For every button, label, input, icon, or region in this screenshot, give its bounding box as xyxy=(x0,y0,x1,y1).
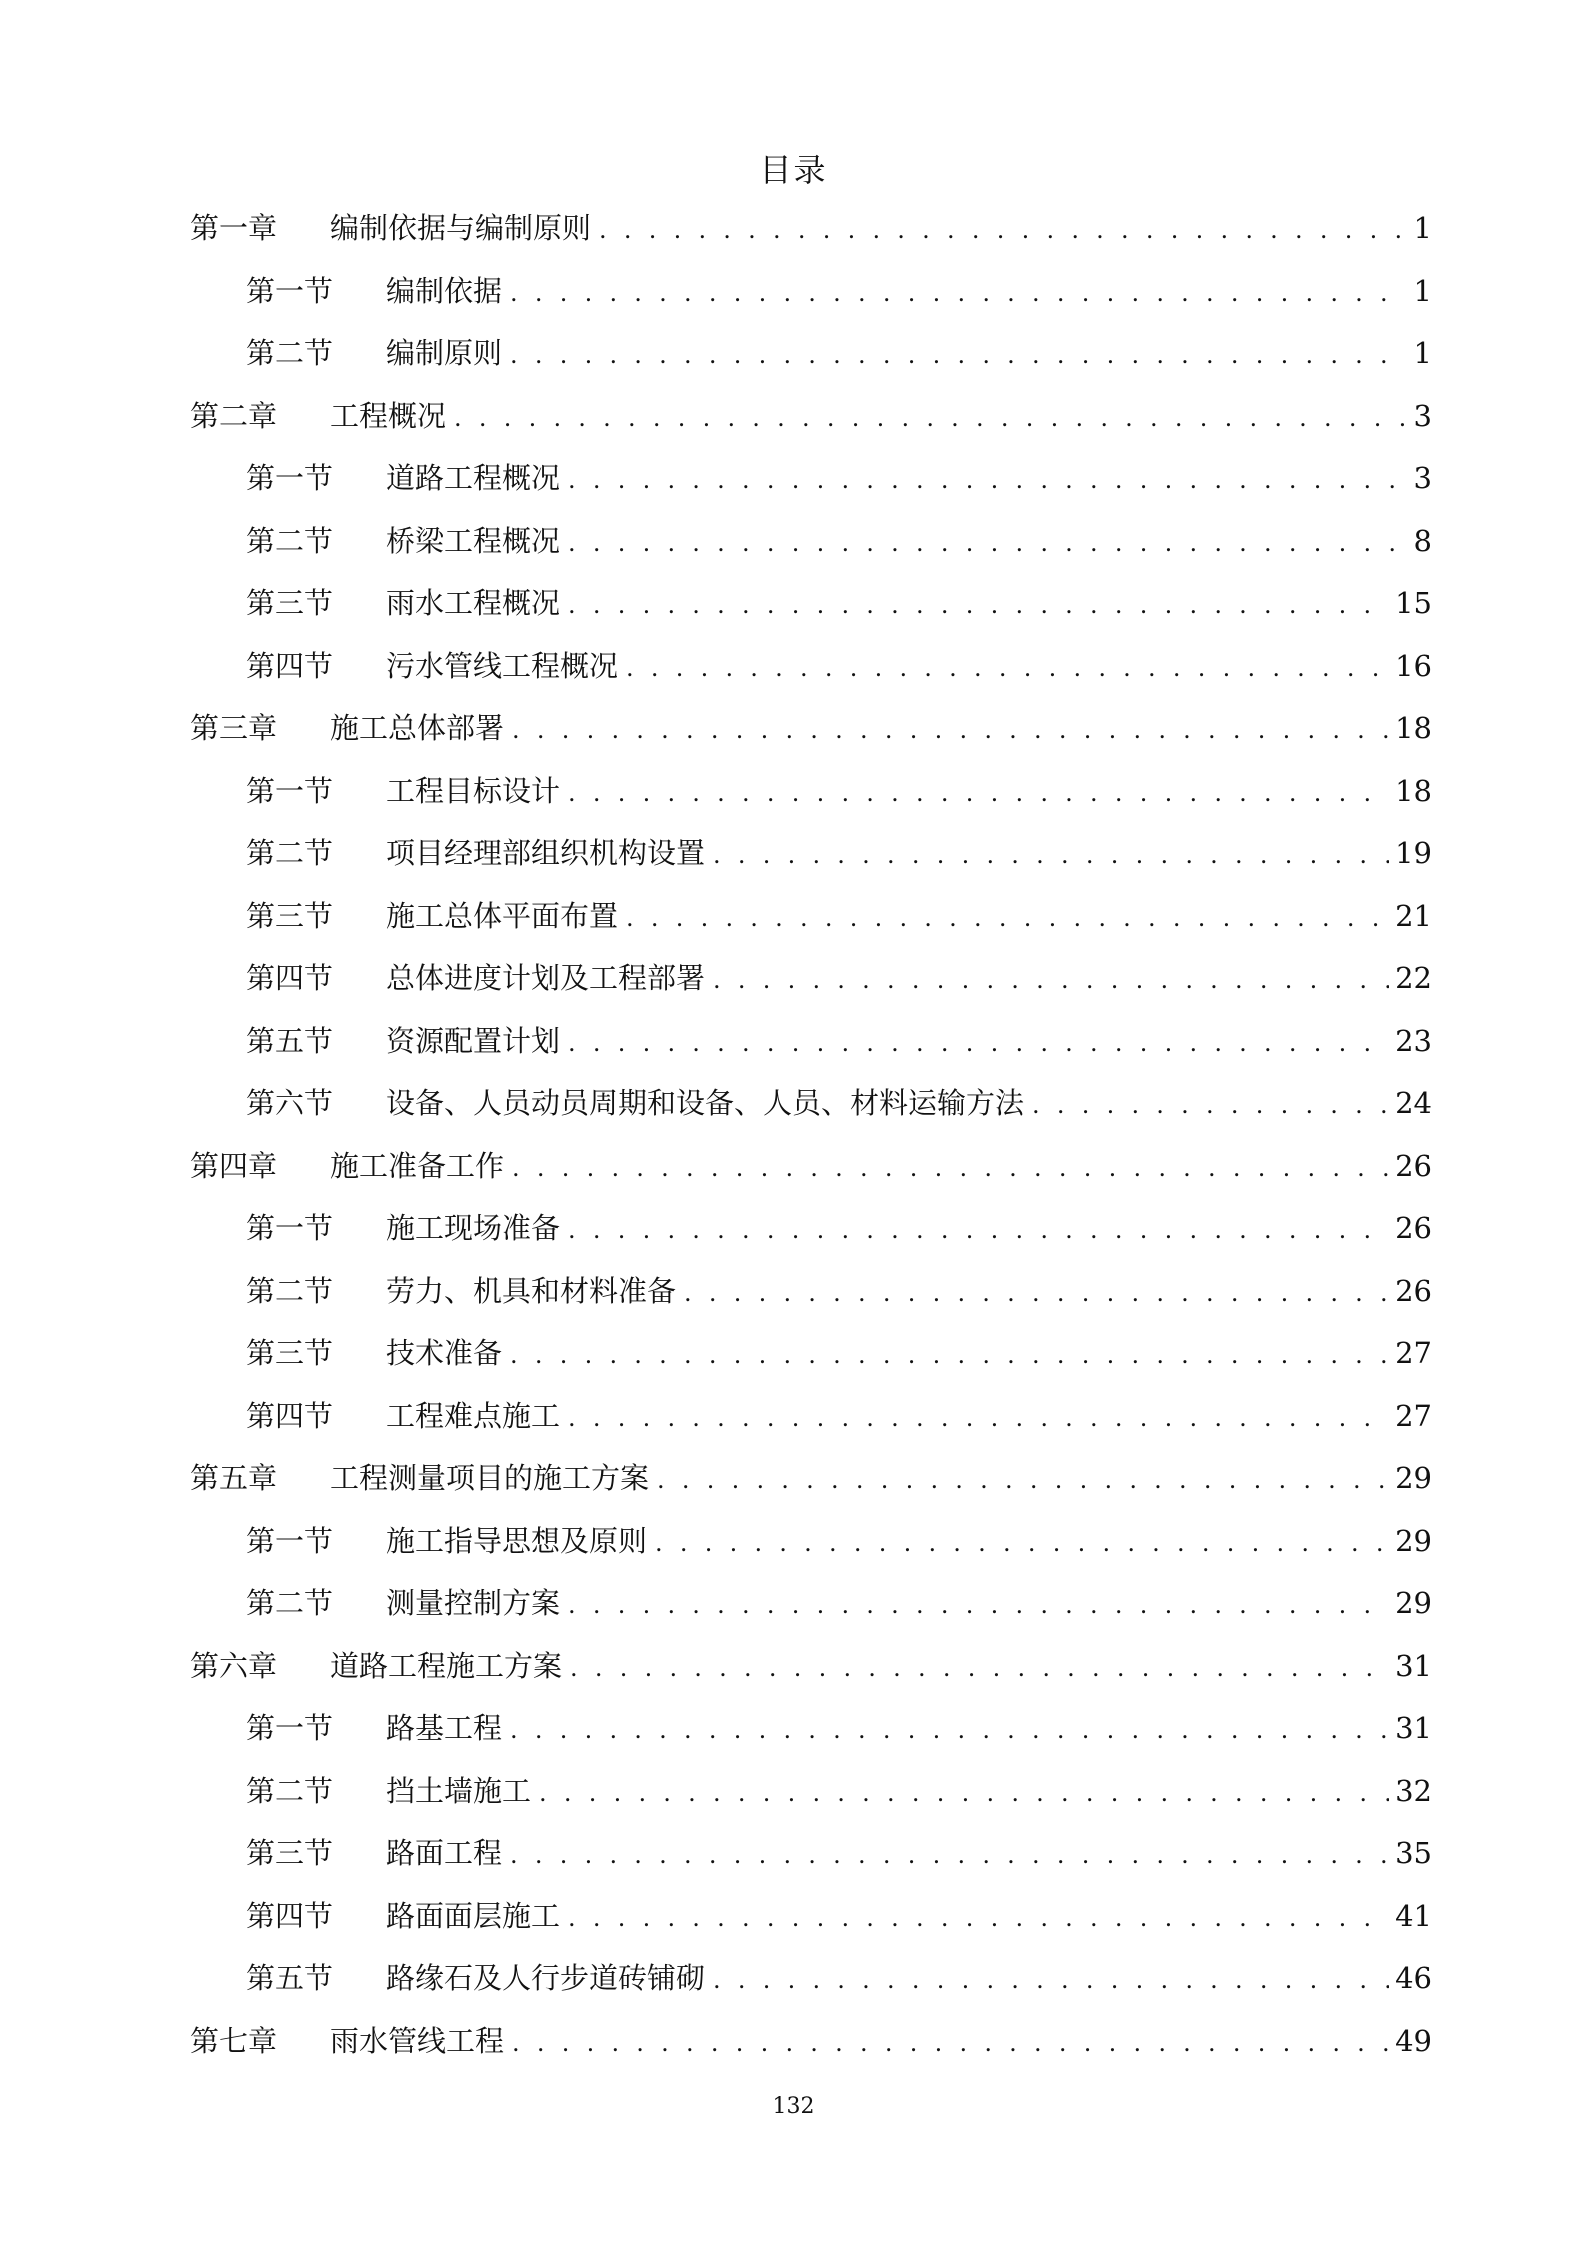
toc-dot-leader xyxy=(713,958,1389,1002)
toc-entry-page: 19 xyxy=(1395,836,1432,870)
toc-entry-title: 道路工程施工方案 xyxy=(330,1648,563,1683)
toc-entry-page: 29 xyxy=(1395,1461,1432,1495)
toc-entry-page: 26 xyxy=(1395,1273,1432,1308)
toc-entry-page: 29 xyxy=(1395,1586,1432,1620)
toc-entry-page: 27 xyxy=(1395,1398,1432,1433)
toc-entry-section[interactable] xyxy=(190,1956,1432,2019)
toc-dot-leader xyxy=(568,583,1389,627)
toc-entry-title: 施工总体平面布置 xyxy=(386,898,619,933)
toc-entry-title: 路面工程 xyxy=(386,1836,503,1870)
toc-entry-title: 桥梁工程概况 xyxy=(386,523,561,558)
toc-entry-page: 31 xyxy=(1395,1648,1432,1683)
toc-entry-section[interactable] xyxy=(190,1581,1432,1644)
toc-entry-section[interactable] xyxy=(190,644,1432,707)
toc-dot-leader xyxy=(626,896,1389,940)
toc-entry-number: 第三节 xyxy=(246,1336,334,1370)
toc-dot-leader xyxy=(713,1958,1389,2002)
toc-entry-title: 测量控制方案 xyxy=(386,1586,561,1620)
toc-entry-title: 施工准备工作 xyxy=(330,1148,505,1183)
toc-entry-chapter[interactable] xyxy=(190,1144,1432,1207)
toc-entry-number: 第一节 xyxy=(246,1211,334,1245)
toc-entry-page: 27 xyxy=(1395,1336,1432,1370)
toc-entry-number: 第一节 xyxy=(246,1523,334,1558)
toc-entry-page: 18 xyxy=(1395,711,1432,745)
toc-dot-leader xyxy=(599,208,1406,252)
table-of-contents xyxy=(190,206,1432,2081)
toc-entry-number: 第三节 xyxy=(246,1836,334,1870)
toc-entry-section[interactable] xyxy=(190,956,1432,1019)
toc-entry-number: 第五节 xyxy=(246,1023,334,1058)
toc-entry-chapter[interactable] xyxy=(190,1644,1432,1707)
toc-dot-leader xyxy=(510,1833,1389,1877)
toc-entry-number: 第一章 xyxy=(190,211,278,245)
toc-dot-leader xyxy=(568,1396,1389,1440)
toc-entry-number: 第二节 xyxy=(246,1773,334,1808)
toc-entry-page: 8 xyxy=(1413,523,1432,558)
toc-entry-chapter[interactable] xyxy=(190,206,1432,269)
toc-entry-page: 46 xyxy=(1395,1961,1432,1995)
toc-dot-leader xyxy=(568,521,1406,565)
toc-entry-chapter[interactable] xyxy=(190,1456,1432,1519)
toc-entry-number: 第七章 xyxy=(190,2023,278,2058)
toc-entry-page: 49 xyxy=(1395,2023,1432,2058)
toc-dot-leader xyxy=(568,1896,1389,1940)
toc-entry-number: 第一节 xyxy=(246,773,334,808)
toc-entry-section[interactable] xyxy=(190,1519,1432,1582)
toc-entry-page: 26 xyxy=(1395,1148,1432,1183)
toc-entry-chapter[interactable] xyxy=(190,2019,1432,2082)
toc-entry-title: 编制原则 xyxy=(386,336,503,370)
toc-entry-number: 第三节 xyxy=(246,586,334,620)
toc-entry-section[interactable] xyxy=(190,456,1432,519)
page-title: 目录 xyxy=(759,151,828,189)
toc-entry-page: 3 xyxy=(1413,398,1432,433)
toc-dot-leader xyxy=(512,708,1389,752)
toc-entry-section[interactable] xyxy=(190,1769,1432,1832)
toc-dot-leader xyxy=(568,458,1406,502)
toc-entry-section[interactable] xyxy=(190,1331,1432,1394)
toc-dot-leader xyxy=(568,1208,1389,1252)
toc-entry-number: 第五节 xyxy=(246,1961,334,1995)
toc-entry-title: 编制依据与编制原则 xyxy=(330,211,592,245)
toc-entry-title: 路面面层施工 xyxy=(386,1898,561,1933)
toc-dot-leader xyxy=(510,1333,1389,1377)
toc-dot-leader xyxy=(454,396,1406,440)
toc-entry-title: 挡土墙施工 xyxy=(386,1773,532,1808)
toc-entry-section[interactable] xyxy=(190,1269,1432,1332)
toc-dot-leader xyxy=(568,771,1389,815)
toc-entry-title: 资源配置计划 xyxy=(386,1023,561,1058)
toc-entry-section[interactable] xyxy=(190,1019,1432,1082)
toc-entry-section[interactable] xyxy=(190,1206,1432,1269)
toc-entry-title: 工程测量项目的施工方案 xyxy=(330,1461,650,1495)
toc-entry-number: 第三节 xyxy=(246,898,334,933)
toc-entry-page: 21 xyxy=(1395,898,1432,933)
toc-dot-leader xyxy=(512,1146,1389,1190)
toc-entry-section[interactable] xyxy=(190,331,1432,394)
toc-entry-page: 31 xyxy=(1395,1711,1432,1745)
toc-entry-title: 工程难点施工 xyxy=(386,1398,561,1433)
toc-entry-title: 道路工程概况 xyxy=(386,461,561,495)
toc-entry-section[interactable] xyxy=(190,1081,1432,1144)
toc-dot-leader xyxy=(626,646,1389,690)
toc-entry-page: 1 xyxy=(1413,211,1432,245)
toc-entry-number: 第一节 xyxy=(246,461,334,495)
toc-entry-title: 编制依据 xyxy=(386,273,503,308)
toc-entry-page: 16 xyxy=(1395,648,1432,683)
toc-entry-chapter[interactable] xyxy=(190,706,1432,769)
toc-dot-leader xyxy=(512,2021,1389,2065)
toc-entry-number: 第四节 xyxy=(246,961,334,995)
toc-entry-section[interactable] xyxy=(190,894,1432,957)
toc-entry-number: 第一节 xyxy=(246,273,334,308)
toc-entry-chapter[interactable] xyxy=(190,394,1432,457)
toc-entry-page: 35 xyxy=(1395,1836,1432,1870)
toc-entry-title: 项目经理部组织机构设置 xyxy=(386,836,706,870)
toc-entry-title: 雨水工程概况 xyxy=(386,586,561,620)
toc-dot-leader xyxy=(568,1583,1389,1627)
toc-entry-title: 污水管线工程概况 xyxy=(386,648,619,683)
toc-dot-leader xyxy=(655,1521,1389,1565)
toc-dot-leader xyxy=(510,333,1406,377)
toc-entry-number: 第四节 xyxy=(246,648,334,683)
toc-entry-number: 第二节 xyxy=(246,523,334,558)
toc-entry-page: 15 xyxy=(1395,586,1432,620)
toc-entry-title: 劳力、机具和材料准备 xyxy=(386,1273,677,1308)
toc-dot-leader xyxy=(570,1646,1389,1690)
toc-entry-page: 1 xyxy=(1413,273,1432,308)
toc-entry-number: 第二节 xyxy=(246,1273,334,1308)
toc-entry-section[interactable] xyxy=(190,1894,1432,1957)
toc-entry-title: 工程概况 xyxy=(330,398,447,433)
toc-entry-section[interactable] xyxy=(190,831,1432,894)
toc-entry-number: 第三章 xyxy=(190,711,278,745)
toc-entry-page: 41 xyxy=(1395,1898,1432,1933)
toc-entry-section[interactable] xyxy=(190,269,1432,332)
toc-entry-title: 工程目标设计 xyxy=(386,773,561,808)
toc-entry-page: 29 xyxy=(1395,1523,1432,1558)
toc-entry-number: 第二节 xyxy=(246,336,334,370)
toc-entry-number: 第一节 xyxy=(246,1711,334,1745)
toc-entry-title: 雨水管线工程 xyxy=(330,2023,505,2058)
toc-entry-number: 第六章 xyxy=(190,1648,278,1683)
toc-entry-page: 22 xyxy=(1395,961,1432,995)
toc-dot-leader xyxy=(684,1271,1389,1315)
page-number: 132 xyxy=(772,2094,815,2119)
toc-entry-section[interactable] xyxy=(190,1394,1432,1457)
toc-entry-page: 24 xyxy=(1395,1086,1432,1120)
toc-entry-section[interactable] xyxy=(190,519,1432,582)
toc-entry-title: 施工指导思想及原则 xyxy=(386,1523,648,1558)
toc-entry-section[interactable] xyxy=(190,1706,1432,1769)
toc-dot-leader xyxy=(713,833,1389,877)
toc-entry-number: 第二节 xyxy=(246,1586,334,1620)
toc-entry-page: 3 xyxy=(1413,461,1432,495)
toc-entry-title: 总体进度计划及工程部署 xyxy=(386,961,706,995)
toc-entry-number: 第四章 xyxy=(190,1148,278,1183)
toc-entry-number: 第六节 xyxy=(246,1086,334,1120)
toc-entry-page: 18 xyxy=(1395,773,1432,808)
toc-dot-leader xyxy=(568,1021,1389,1065)
toc-entry-page: 1 xyxy=(1413,336,1432,370)
toc-dot-leader xyxy=(510,271,1406,315)
toc-entry-page: 32 xyxy=(1395,1773,1432,1808)
toc-entry-page: 26 xyxy=(1395,1211,1432,1245)
toc-entry-title: 路基工程 xyxy=(386,1711,503,1745)
toc-dot-leader xyxy=(657,1458,1389,1502)
toc-entry-section[interactable] xyxy=(190,769,1432,832)
toc-entry-title: 设备、人员动员周期和设备、人员、材料运输方法 xyxy=(386,1086,1025,1120)
toc-dot-leader xyxy=(1032,1083,1389,1127)
toc-entry-section[interactable] xyxy=(190,1831,1432,1894)
toc-entry-number: 第二节 xyxy=(246,836,334,870)
toc-entry-title: 施工现场准备 xyxy=(386,1211,561,1245)
toc-entry-number: 第四节 xyxy=(246,1898,334,1933)
toc-dot-leader xyxy=(510,1708,1389,1752)
toc-entry-number: 第二章 xyxy=(190,398,278,433)
toc-entry-title: 施工总体部署 xyxy=(330,711,505,745)
toc-entry-title: 路缘石及人行步道砖铺砌 xyxy=(386,1961,706,1995)
toc-entry-title: 技术准备 xyxy=(386,1336,503,1370)
toc-entry-number: 第四节 xyxy=(246,1398,334,1433)
toc-dot-leader xyxy=(539,1771,1389,1815)
toc-entry-section[interactable] xyxy=(190,581,1432,644)
toc-entry-page: 23 xyxy=(1395,1023,1432,1058)
toc-entry-number: 第五章 xyxy=(190,1461,278,1495)
